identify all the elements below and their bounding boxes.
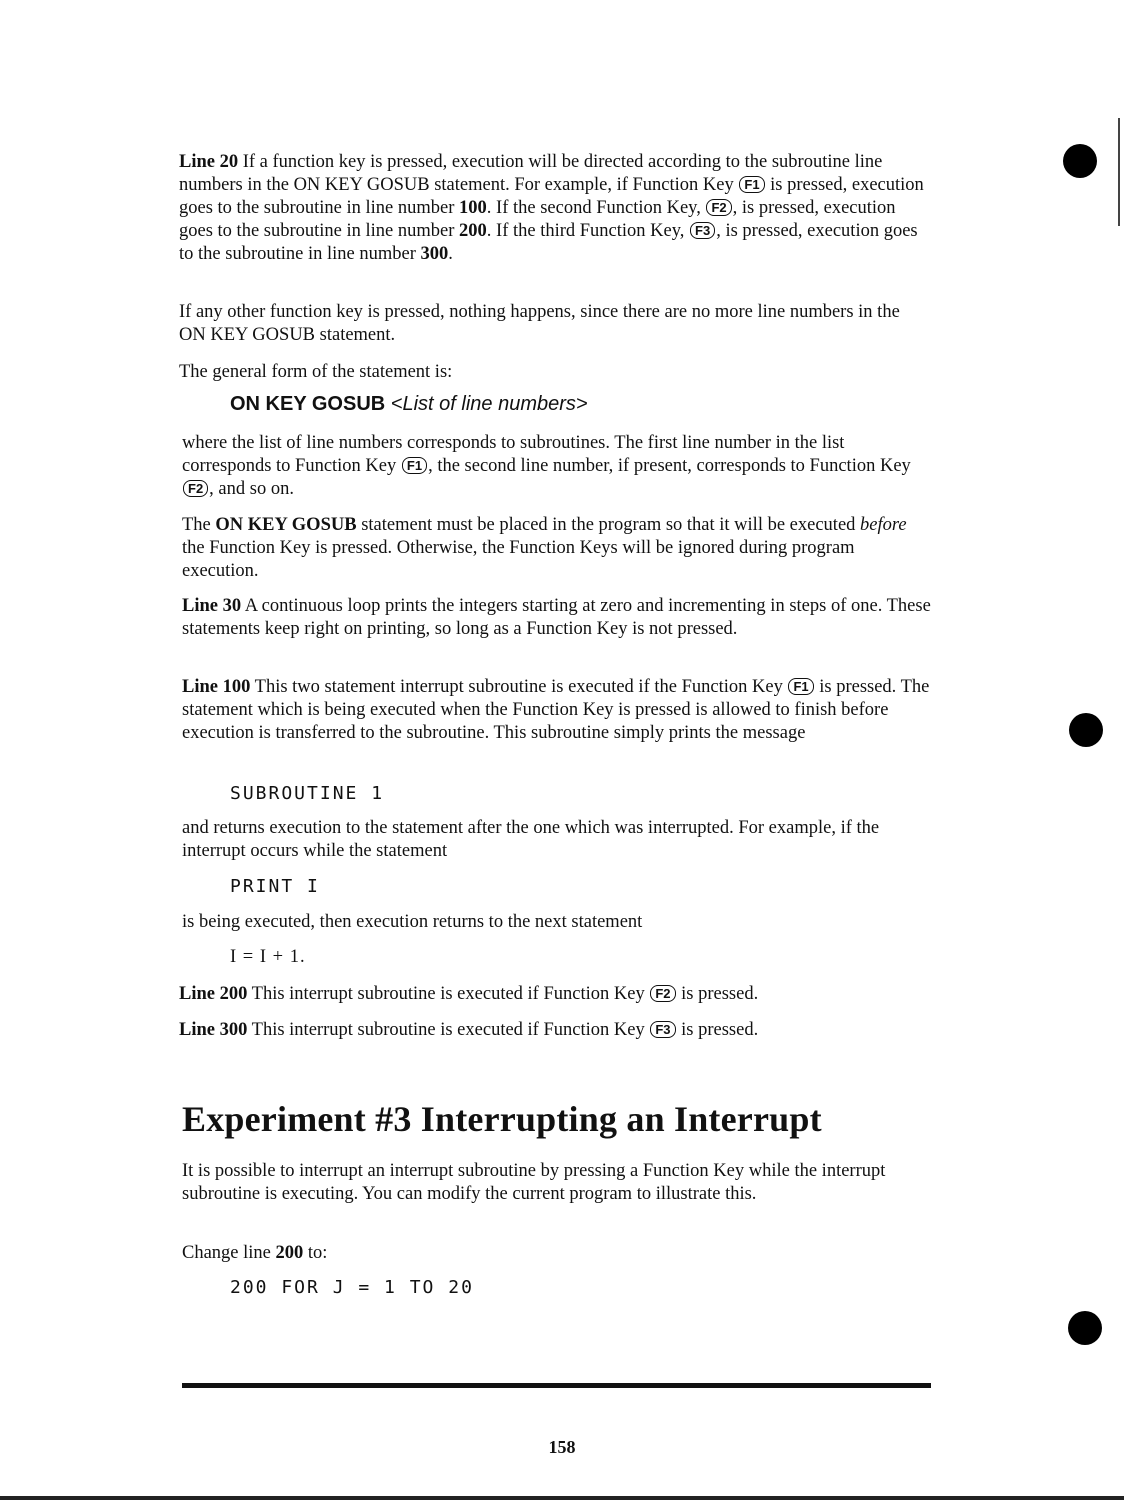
text: Change line xyxy=(182,1243,276,1263)
text: , the second line number, if present, corresponds to Function Key xyxy=(428,456,911,476)
function-key-f2: F2 xyxy=(183,480,208,497)
paragraph-line-30 xyxy=(182,595,932,641)
line-label: Line 20 xyxy=(179,152,239,172)
text: is pressed. xyxy=(676,984,759,1004)
text: The xyxy=(182,515,216,535)
text: is pressed. The statement which is being executed when the Function Key is pressed is allowed to finish before execution is transferred to the subroutine. This subroutine simply prints the message xyxy=(182,677,930,743)
paragraph-change-line xyxy=(182,1242,932,1265)
paragraph-line-20 xyxy=(179,151,929,266)
code-for-loop: 200 FOR J = 1 TO 20 xyxy=(230,1277,474,1298)
function-key-f1: F1 xyxy=(402,457,427,474)
text: is pressed, execution goes to the subroutine in line number xyxy=(179,175,924,218)
function-key-f3: F3 xyxy=(690,222,715,239)
text: If a function key is pressed, execution will be directed according to the subroutine line numbers in the ON KEY GOSUB statement. For example, if Function Key xyxy=(179,152,883,195)
paragraph-other-keys: If any other function key is pressed, nothing happens, since there are no more line numbers in the ON KEY GOSUB statement. xyxy=(179,302,900,345)
text: A continuous loop prints the integers starting at zero and incrementing in steps of one. These statements keep right on printing, so long as a Function Key is not pressed. xyxy=(182,596,931,639)
text: , is pressed, execution goes to the subroutine in line number xyxy=(179,221,918,264)
binder-hole xyxy=(1068,1311,1102,1345)
paragraph-general-form: The general form of the statement is: xyxy=(179,362,453,382)
emphasis: before xyxy=(860,515,907,535)
text: . If the third Function Key, xyxy=(486,221,690,241)
code-increment: I = I + 1. xyxy=(230,947,306,967)
function-key-f2: F2 xyxy=(650,985,675,1002)
line-number: 200 xyxy=(459,221,487,241)
paragraph-line-100 xyxy=(182,676,932,745)
paragraph-line-200 xyxy=(179,983,929,1006)
formula-argument: <List of line numbers> xyxy=(390,393,588,415)
code-subroutine-1: SUBROUTINE 1 xyxy=(230,783,385,804)
function-key-f3: F3 xyxy=(650,1021,675,1038)
function-key-f1: F1 xyxy=(739,176,764,193)
text: . xyxy=(448,244,453,264)
line-label: Line 30 xyxy=(182,596,242,616)
scan-edge xyxy=(1118,118,1120,226)
binder-hole xyxy=(1069,713,1103,747)
line-label: Line 300 xyxy=(179,1020,248,1040)
line-number: 100 xyxy=(459,198,487,218)
code-print-i: PRINT I xyxy=(230,876,320,897)
text: This two statement interrupt subroutine is executed if the Function Key xyxy=(250,677,788,697)
text: statement must be placed in the program so that it will be executed xyxy=(356,515,861,535)
text: to: xyxy=(303,1243,328,1263)
paragraph-line-300 xyxy=(179,1019,929,1042)
function-key-f1: F1 xyxy=(788,678,813,695)
page-number: 158 xyxy=(548,1437,576,1457)
function-key-f2: F2 xyxy=(706,199,731,216)
text: where the list of line numbers corresponds to subroutines. The first line number in the list corresponds to Function Key xyxy=(182,433,845,476)
line-label: Line 200 xyxy=(179,984,248,1004)
paragraph-next-statement: is being executed, then execution returns to the next statement xyxy=(182,912,643,932)
scan-bottom-edge xyxy=(0,1496,1124,1500)
footer-rule xyxy=(182,1383,931,1388)
paragraph-placement xyxy=(182,514,932,583)
binder-hole xyxy=(1063,144,1097,178)
formula-keyword: ON KEY GOSUB xyxy=(230,393,386,415)
text: This interrupt subroutine is executed if Function Key xyxy=(247,984,650,1004)
paragraph-returns: and returns execution to the statement after the one which was interrupted. For example, if the interrupt occurs while the statement xyxy=(182,818,880,861)
text: , and so on. xyxy=(209,479,294,499)
text: is pressed. xyxy=(676,1020,759,1040)
text: the Function Key is pressed. Otherwise, the Function Keys will be ignored during program execution. xyxy=(182,538,855,581)
line-number: 300 xyxy=(420,244,449,264)
section-heading: Experiment #3 Interrupting an Interrupt xyxy=(182,1099,822,1139)
line-label: Line 100 xyxy=(182,677,251,697)
syntax-formula xyxy=(230,393,588,416)
line-number: 200 xyxy=(275,1243,304,1263)
text: , is pressed, execution goes to the subroutine in line number xyxy=(179,198,896,241)
paragraph-experiment-intro: It is possible to interrupt an interrupt subroutine by pressing a Function Key while the interrupt subroutine is executing. You can modify the current program to illustrate this. xyxy=(182,1161,886,1204)
paragraph-list-explanation xyxy=(182,432,932,501)
text: . If the second Function Key, xyxy=(486,198,706,218)
text: This interrupt subroutine is executed if Function Key xyxy=(247,1020,650,1040)
keyword: ON KEY GOSUB xyxy=(215,515,357,535)
